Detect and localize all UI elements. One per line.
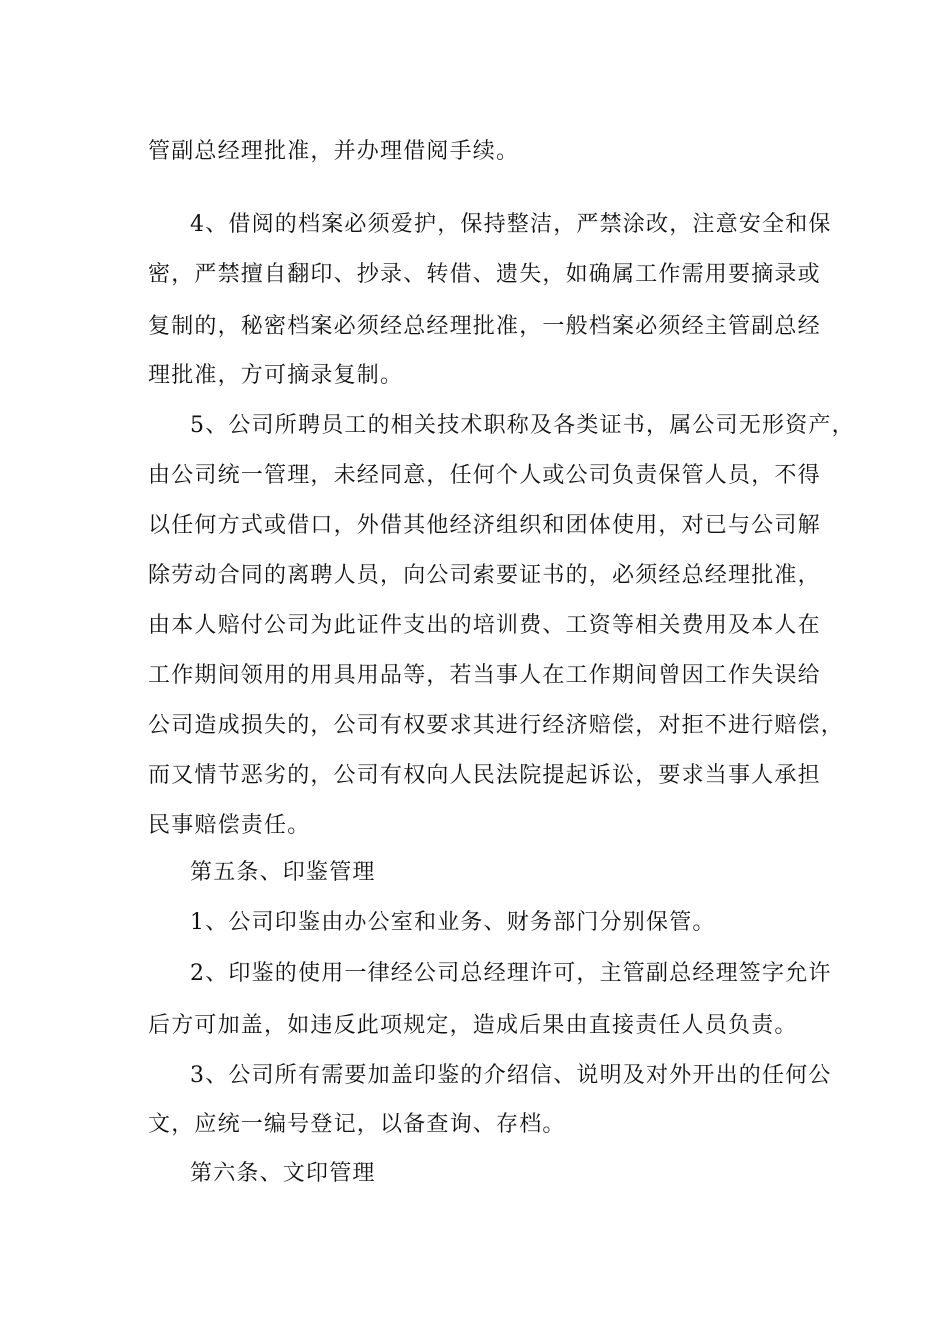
paragraph-line: 民事赔偿责任。 (148, 813, 311, 838)
paragraph-line: 工作期间领用的用具用品等，若当事人在工作期间曾因工作失误给 (148, 663, 821, 688)
paragraph-line: 4、借阅的档案必须爱护，保持整洁，严禁涂改，注意安全和保 (190, 212, 832, 237)
section-heading: 第五条、印鉴管理 (190, 860, 376, 885)
paragraph-line: 管副总经理批准，并办理借阅手续。 (148, 139, 520, 164)
paragraph-line: 理批准，方可摘录复制。 (148, 363, 404, 388)
paragraph-line: 密，严禁擅自翻印、抄录、转借、遗失，如确属工作需用要摘录或 (148, 262, 821, 287)
paragraph-line: 公司造成损失的，公司有权要求其进行经济赔偿，对拒不进行赔偿， (148, 713, 845, 738)
paragraph-line: 文，应统一编号登记，以备查询、存档。 (148, 1112, 566, 1137)
paragraph-line: 由公司统一管理，未经同意，任何个人或公司负责保管人员，不得 (148, 463, 821, 488)
paragraph-line: 复制的，秘密档案必须经总经理批准，一般档案必须经主管副总经 (148, 314, 821, 339)
paragraph-line: 5、公司所聘员工的相关技术职称及各类证书，属公司无形资产， (190, 413, 855, 438)
paragraph-line: 3、公司所有需要加盖印鉴的介绍信、说明及对外开出的任何公 (190, 1063, 832, 1088)
paragraph-line: 2、印鉴的使用一律经公司总经理许可，主管副总经理签字允许 (190, 961, 832, 986)
paragraph-line: 后方可加盖，如违反此项规定，造成后果由直接责任人员负责。 (148, 1013, 798, 1038)
paragraph-line: 以任何方式或借口，外借其他经济组织和团体使用，对已与公司解 (148, 513, 821, 538)
section-heading: 第六条、文印管理 (190, 1161, 376, 1186)
paragraph-line: 1、公司印鉴由办公室和业务、财务部门分别保管。 (190, 910, 716, 935)
paragraph-line: 而又情节恶劣的，公司有权向人民法院提起诉讼，要求当事人承担 (148, 763, 821, 788)
paragraph-line: 除劳动合同的离聘人员，向公司索要证书的，必须经总经理批准， (148, 563, 821, 588)
paragraph-line: 由本人赔付公司为此证件支出的培训费、工资等相关费用及本人在 (148, 613, 821, 638)
